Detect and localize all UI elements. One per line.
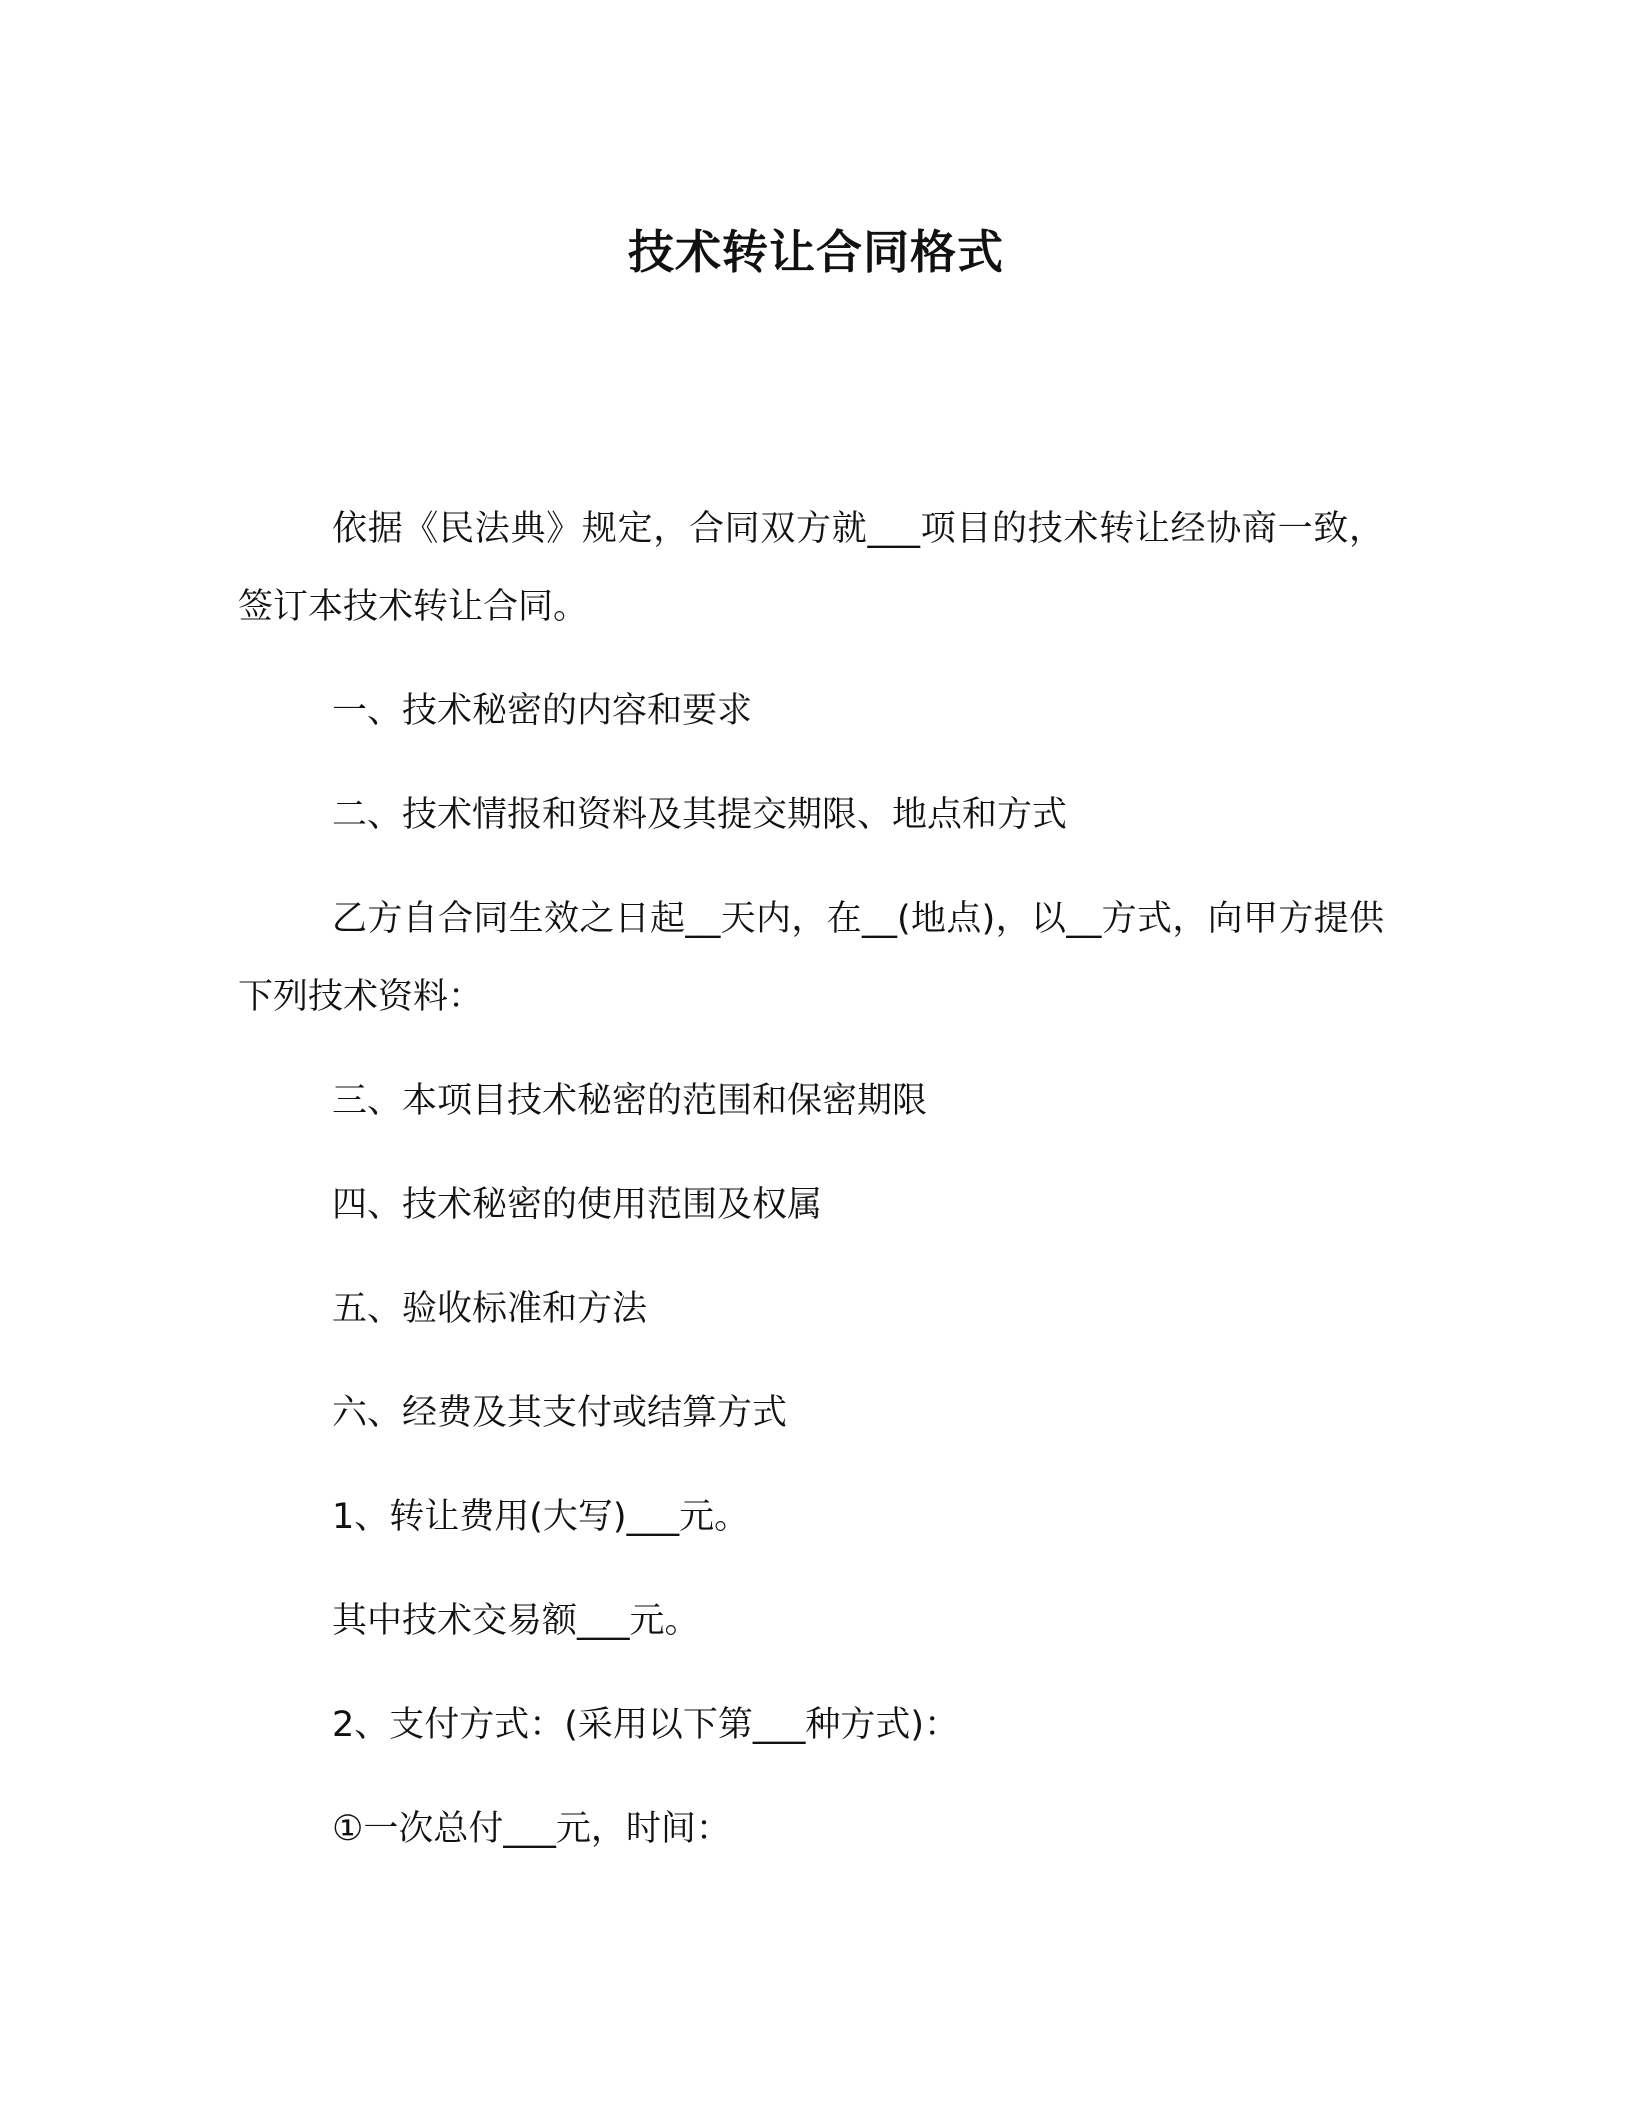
section-heading-1: 一、技术秘密的内容和要求 xyxy=(332,691,753,731)
fee-item-2: 2、支付方式：(采用以下第___种方式)： xyxy=(332,1705,960,1745)
document-title: 技术转让合同格式 xyxy=(628,225,1004,279)
section-heading-2: 二、技术情报和资料及其提交期限、地点和方式 xyxy=(332,795,1068,835)
document-body xyxy=(238,490,1384,1894)
delivery-paragraph: 乙方自合同生效之日起__天内，在__(地点)，以__方式，向甲方提供下列技术资料： xyxy=(238,899,1384,1017)
section-heading-6: 六、经费及其支付或结算方式 xyxy=(332,1393,788,1433)
fee-item-1-detail: 其中技术交易额___元。 xyxy=(332,1601,700,1641)
section-heading-4: 四、技术秘密的使用范围及权属 xyxy=(332,1185,823,1225)
section-heading-3: 三、本项目技术秘密的范围和保密期限 xyxy=(332,1081,928,1121)
fee-item-1: 1、转让费用(大写)___元。 xyxy=(332,1497,750,1537)
intro-paragraph: 依据《民法典》规定，合同双方就___项目的技术转让经协商一致，签订本技术转让合同。 xyxy=(238,509,1384,627)
section-heading-5: 五、验收标准和方法 xyxy=(332,1289,648,1329)
payment-option-1: ①一次总付___元，时间： xyxy=(332,1809,731,1849)
